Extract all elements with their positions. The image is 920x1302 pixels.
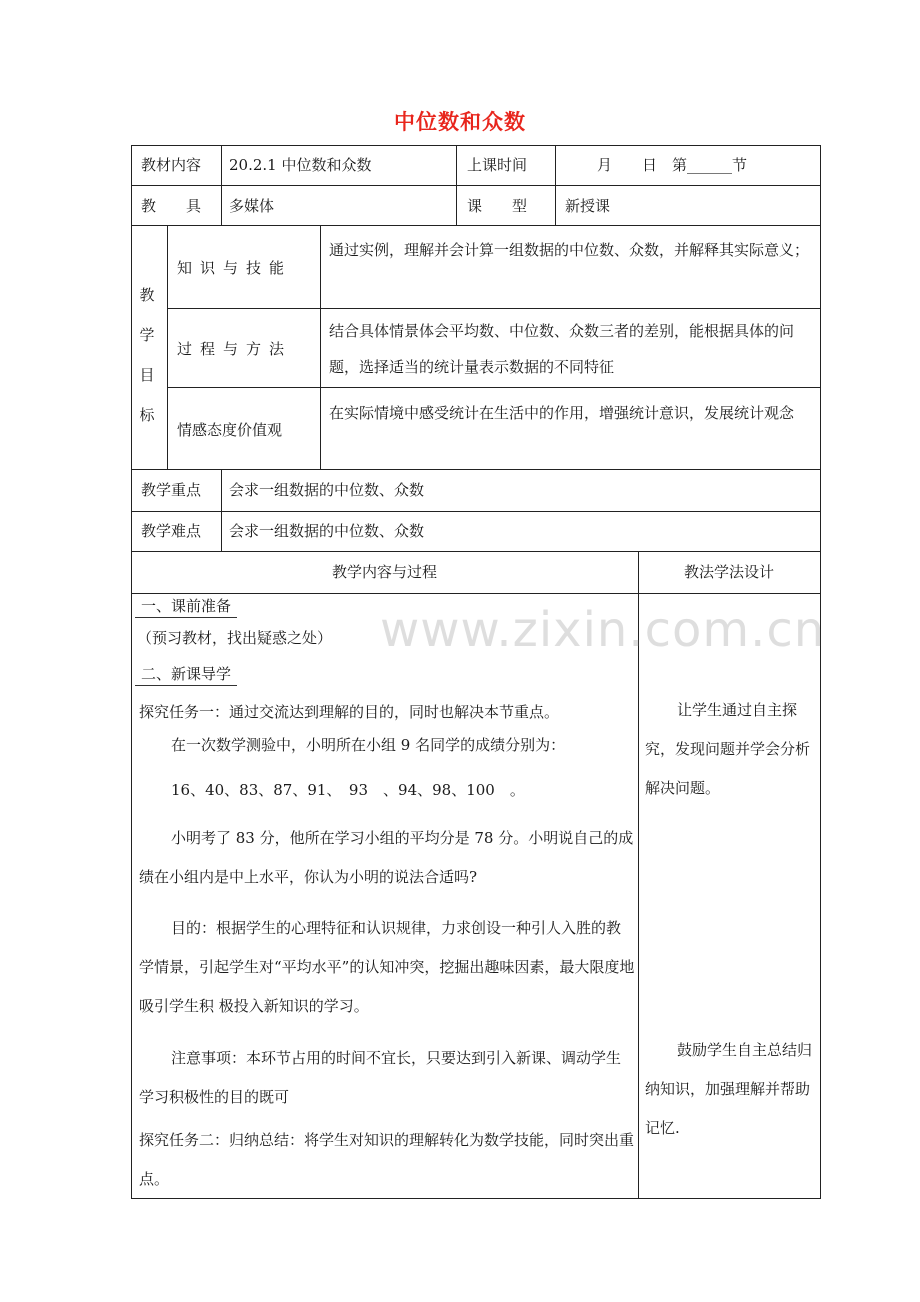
rule [131,511,821,512]
lesson-type-label: 课 型 [467,197,528,215]
paragraph-exam: 在一次数学测验中，小明所在小组 9 名同学的成绩分别为： [171,736,566,754]
rule [820,145,821,1199]
rule [221,145,222,225]
class-time-value: 月 日 第______节 [597,156,748,174]
method-note-one: 让学生通过自主探究，发现问题并学会分析解决问题。 [645,701,811,797]
preparation-note: （预习教材，找出疑惑之处） [137,629,333,647]
tools-value: 多媒体 [229,197,275,215]
teaching-goals-label: 教学目标 [139,286,155,424]
rule [555,145,556,225]
goal-attitude-text: 在实际情境中感受统计在生活中的作用，增强统计意识，发展统计观念 [329,404,795,422]
watermark: www.zixin.com.cn [380,602,826,658]
key-point-label: 教学重点 [141,481,202,499]
goal-attitude-name: 情感态度价值观 [177,421,283,439]
rule [320,225,321,469]
difficulty-value: 会求一组数据的中位数、众数 [229,522,425,540]
lesson-plan-table [131,145,821,1199]
rule [167,387,821,388]
difficulty-label: 教学难点 [141,522,202,540]
goal-knowledge-text: 通过实例，理解并会计算一组数据的中位数、众数，并解释其实际意义； [329,241,810,259]
goal-knowledge-name: 知识与技能 [177,259,293,277]
rule [131,469,821,470]
document-title: 中位数和众数 [394,109,526,134]
task-one: 探究任务一：通过交流达到理解的目的，同时也解决本节重点。 [139,703,560,721]
paragraph-notice: 注意事项：本环节占用的时间不宜长，只要达到引入新课、调动学生学习积极性的目的既可 [139,1049,622,1106]
rule [456,145,457,225]
key-point-value: 会求一组数据的中位数、众数 [229,481,425,499]
task-two: 探究任务二：归纳总结：将学生对知识的理解转化为数学技能，同时突出重点。 [139,1131,635,1188]
section-heading-preparation [135,595,237,618]
goal-process-text: 结合具体情景体会平均数、中位数、众数三者的差别，能根据具体的问题，选择适当的统计量表示数据的不同特征 [329,322,795,376]
method-header: 教法学法设计 [683,563,774,581]
scores-list: 16、40、83、87、91、 93 、94、98、100 。 [171,781,525,799]
rule [131,225,821,226]
rule [131,185,821,186]
process-header: 教学内容与过程 [331,563,437,581]
rule [131,145,132,1199]
heading-text: 一、课前准备 [135,595,237,618]
textbook-label: 教材内容 [141,156,202,174]
rule [131,593,821,594]
rule [131,551,821,552]
heading-text: 二、新课导学 [135,663,237,686]
textbook-value: 20.2.1 中位数和众数 [229,156,372,174]
paragraph-purpose: 目的：根据学生的心理特征和认识规律，力求创设一种引人入胜的教学情景，引起学生对“平均水平”的认知冲突，挖掘出趣味因素，最大限度地吸引学生积 极投入新知识的学习。 [139,919,635,1015]
method-note-two: 鼓励学生自主总结归纳知识，加强理解并帮助记忆. [645,1041,813,1137]
tools-label: 教 具 [141,197,202,215]
section-heading-new-lesson [135,663,237,686]
lesson-type-value: 新授课 [565,197,611,215]
rule [131,145,821,146]
rule [167,308,821,309]
class-time-label: 上课时间 [467,156,528,174]
paragraph-question: 小明考了 83 分，他所在学习小组的平均分是 78 分。小明说自己的成绩在小组内是中上水平，你认为小明的说法合适吗? [139,829,634,886]
rule [167,225,168,469]
goal-process-name: 过程与方法 [177,340,293,358]
rule [221,469,222,551]
